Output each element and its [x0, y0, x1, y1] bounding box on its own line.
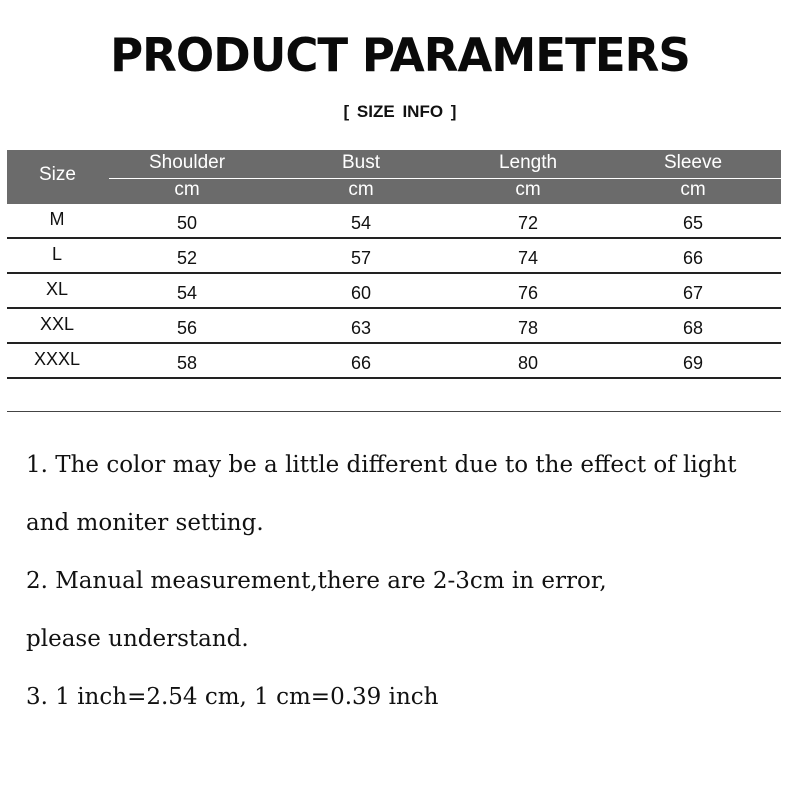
cell-shoulder: 52: [176, 248, 198, 268]
cell-shoulder: 54: [176, 283, 198, 303]
table-header: [7, 150, 781, 204]
table-row: [7, 309, 781, 344]
cell-length: 72: [517, 213, 539, 233]
note-line: 1. The color may be a little different due to the effect of light: [26, 452, 737, 478]
section-subtitle: [ SIZE INFO ]: [343, 102, 457, 121]
row-size-label: XL: [45, 279, 69, 299]
cell-bust: 60: [350, 283, 372, 303]
column-header-length: Length: [498, 152, 558, 173]
note-line: and moniter setting.: [26, 510, 264, 536]
cell-bust: 63: [350, 318, 372, 338]
row-size-label: XXL: [39, 314, 75, 334]
cell-sleeve: 67: [682, 283, 704, 303]
column-header-sleeve: Sleeve: [663, 152, 723, 173]
size-column-header: Size: [39, 164, 76, 185]
column-header-bust: Bust: [341, 152, 381, 173]
page-title: PRODUCT PARAMETERS: [110, 28, 690, 82]
cell-length: 76: [517, 283, 539, 303]
column-unit-bust: cm: [348, 179, 374, 200]
cell-length: 74: [517, 248, 539, 268]
note-line: 3. 1 inch=2.54 cm, 1 cm=0.39 inch: [26, 684, 439, 710]
cell-bust: 57: [350, 248, 372, 268]
note-line: please understand.: [26, 626, 249, 652]
cell-sleeve: 66: [682, 248, 704, 268]
table-row: [7, 274, 781, 309]
cell-shoulder: 58: [176, 353, 198, 373]
column-unit-shoulder: cm: [174, 179, 200, 200]
cell-length: 78: [517, 318, 539, 338]
cell-sleeve: 69: [682, 353, 704, 373]
notes-section: [26, 442, 786, 732]
cell-shoulder: 50: [176, 213, 198, 233]
table-row: [7, 204, 781, 239]
table-row: [7, 239, 781, 274]
row-size-label: M: [49, 209, 65, 229]
row-size-label: XXXL: [33, 349, 81, 369]
cell-bust: 66: [350, 353, 372, 373]
cell-length: 80: [517, 353, 539, 373]
column-unit-length: cm: [515, 179, 541, 200]
column-header-shoulder: Shoulder: [148, 152, 226, 173]
cell-bust: 54: [350, 213, 372, 233]
cell-shoulder: 56: [176, 318, 198, 338]
table-empty-row: [7, 379, 781, 412]
column-unit-sleeve: cm: [680, 179, 706, 200]
table-row: [7, 344, 781, 379]
note-line: 2. Manual measurement,there are 2-3cm in error,: [26, 568, 607, 594]
row-size-label: L: [51, 244, 62, 264]
cell-sleeve: 68: [682, 318, 704, 338]
size-table: [7, 150, 781, 412]
cell-sleeve: 65: [682, 213, 704, 233]
